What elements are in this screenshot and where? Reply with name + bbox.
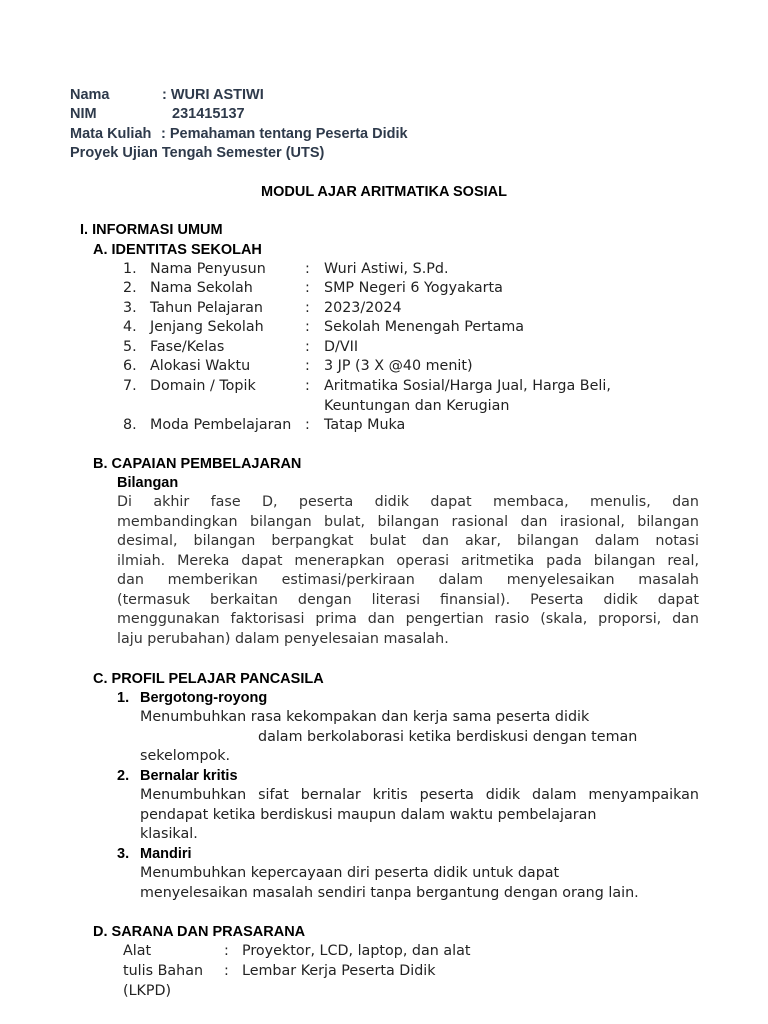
list-item-value: 3 JP (3 X @40 menit): [324, 358, 473, 374]
list-item-separator: :: [305, 280, 310, 296]
section-heading-informasi-umum: I. INFORMASI UMUM: [80, 222, 223, 238]
list-item-separator: :: [305, 300, 310, 316]
list-item-separator: :: [305, 358, 310, 374]
list-item-separator: :: [305, 339, 310, 355]
sarana-separator: :: [224, 943, 229, 959]
profile-item-text: klasikal.: [140, 826, 198, 842]
list-item-label: Moda Pembelajaran: [150, 417, 292, 433]
list-item-value: Sekolah Menengah Pertama: [324, 319, 525, 335]
nim-value: 231415137: [172, 106, 245, 122]
list-item-separator: :: [305, 417, 310, 433]
nama-label: Nama: [70, 87, 110, 103]
profile-item-number: 1.: [117, 690, 130, 706]
list-item-value: Tatap Muka: [324, 417, 406, 433]
list-item-number: 2.: [123, 280, 137, 296]
profile-item-text: Menumbuhkan sifat bernalar kritis peserta didik dalam menyampaikan: [140, 787, 699, 803]
list-item-label: Jenjang Sekolah: [150, 319, 264, 335]
list-item-label: Domain / Topik: [150, 378, 256, 394]
list-item-label: Alokasi Waktu: [150, 358, 251, 374]
subheading-bilangan: Bilangan: [117, 475, 179, 491]
profile-item-text: sekelompok.: [140, 748, 231, 764]
list-item-separator: :: [305, 261, 310, 277]
list-item-value-continued: Keuntungan dan Kerugian: [324, 398, 510, 414]
profile-item-title: Mandiri: [140, 846, 192, 862]
sarana-label: (LKPD): [123, 983, 172, 999]
list-item-number: 1.: [123, 261, 137, 277]
list-item-number: 6.: [123, 358, 137, 374]
paragraph-line: membandingkan bilangan bulat, bilangan rasional dan irasional, bilangan: [117, 514, 699, 530]
nim-label: NIM: [70, 106, 97, 122]
matkul-label: Mata Kuliah: [70, 126, 152, 142]
list-item-value: 2023/2024: [324, 300, 402, 316]
list-item-number: 4.: [123, 319, 137, 335]
subsection-heading-profil: C. PROFIL PELAJAR PANCASILA: [93, 671, 324, 687]
profile-item-text: menyelesaikan masalah sendiri tanpa bergantung dengan orang lain.: [140, 885, 639, 901]
paragraph-line: menggunakan faktorisasi prima dan pengertian rasio (skala, proporsi, dan: [117, 611, 699, 627]
profile-item-title: Bergotong-royong: [140, 690, 268, 706]
list-item-number: 7.: [123, 378, 137, 394]
sarana-value: Proyektor, LCD, laptop, dan alat: [242, 943, 471, 959]
sarana-separator: :: [224, 963, 229, 979]
profile-item-text: Menumbuhkan kepercayaan diri peserta didik untuk dapat: [140, 865, 560, 881]
subsection-heading-sarana: D. SARANA DAN PRASARANA: [93, 924, 306, 940]
list-item-label: Tahun Pelajaran: [150, 300, 263, 316]
list-item-number: 8.: [123, 417, 137, 433]
list-item-separator: :: [305, 319, 310, 335]
paragraph-line: (termasuk berkaitan dengan literasi finansial). Peserta didik dapat: [117, 592, 699, 608]
profile-item-text: pendapat ketika berdiskusi maupun dalam waktu pembelajaran: [140, 807, 597, 823]
subsection-heading-capaian: B. CAPAIAN PEMBELAJARAN: [93, 456, 302, 472]
list-item-value: Wuri Astiwi, S.Pd.: [324, 261, 449, 277]
list-item-value: D/VII: [324, 339, 359, 355]
profile-item-title: Bernalar kritis: [140, 768, 238, 784]
profile-item-number: 3.: [117, 846, 130, 862]
list-item-number: 3.: [123, 300, 137, 316]
list-item-value: Aritmatika Sosial/Harga Jual, Harga Beli,: [324, 378, 611, 394]
list-item-separator: :: [305, 378, 310, 394]
list-item-number: 5.: [123, 339, 137, 355]
nama-value: : WURI ASTIWI: [162, 87, 264, 103]
matkul-value: : Pemahaman tentang Peserta Didik: [161, 126, 408, 142]
paragraph-line: laju perubahan) dalam penyelesaian masalah.: [117, 631, 449, 647]
profile-item-text: dalam berkolaborasi ketika berdiskusi dengan teman: [258, 729, 638, 745]
paragraph-line: ilmiah. Mereka dapat menerapkan operasi aritmetika pada bilangan real,: [117, 553, 699, 569]
sarana-label: Alat: [123, 943, 152, 959]
list-item-label: Nama Sekolah: [150, 280, 253, 296]
sarana-label: tulis Bahan: [123, 963, 204, 979]
list-item-label: Fase/Kelas: [150, 339, 225, 355]
list-item-value: SMP Negeri 6 Yogyakarta: [324, 280, 503, 296]
profile-item-number: 2.: [117, 768, 130, 784]
profile-item-text: Menumbuhkan rasa kekompakan dan kerja sama peserta didik: [140, 709, 590, 725]
project-label: Proyek Ujian Tengah Semester (UTS): [70, 145, 325, 161]
paragraph-line: desimal, bilangan berpangkat bulat dan akar, bilangan dalam notasi: [117, 533, 699, 549]
list-item-label: Nama Penyusun: [150, 261, 266, 277]
sarana-value: Lembar Kerja Peserta Didik: [242, 963, 436, 979]
subsection-heading-identitas-sekolah: A. IDENTITAS SEKOLAH: [93, 242, 262, 258]
paragraph-line: Di akhir fase D, peserta didik dapat membaca, menulis, dan: [117, 494, 699, 510]
paragraph-line: dan memberikan estimasi/perkiraan dalam menyelesaikan masalah: [117, 572, 699, 588]
page-title: MODUL AJAR ARITMATIKA SOSIAL: [261, 184, 507, 200]
